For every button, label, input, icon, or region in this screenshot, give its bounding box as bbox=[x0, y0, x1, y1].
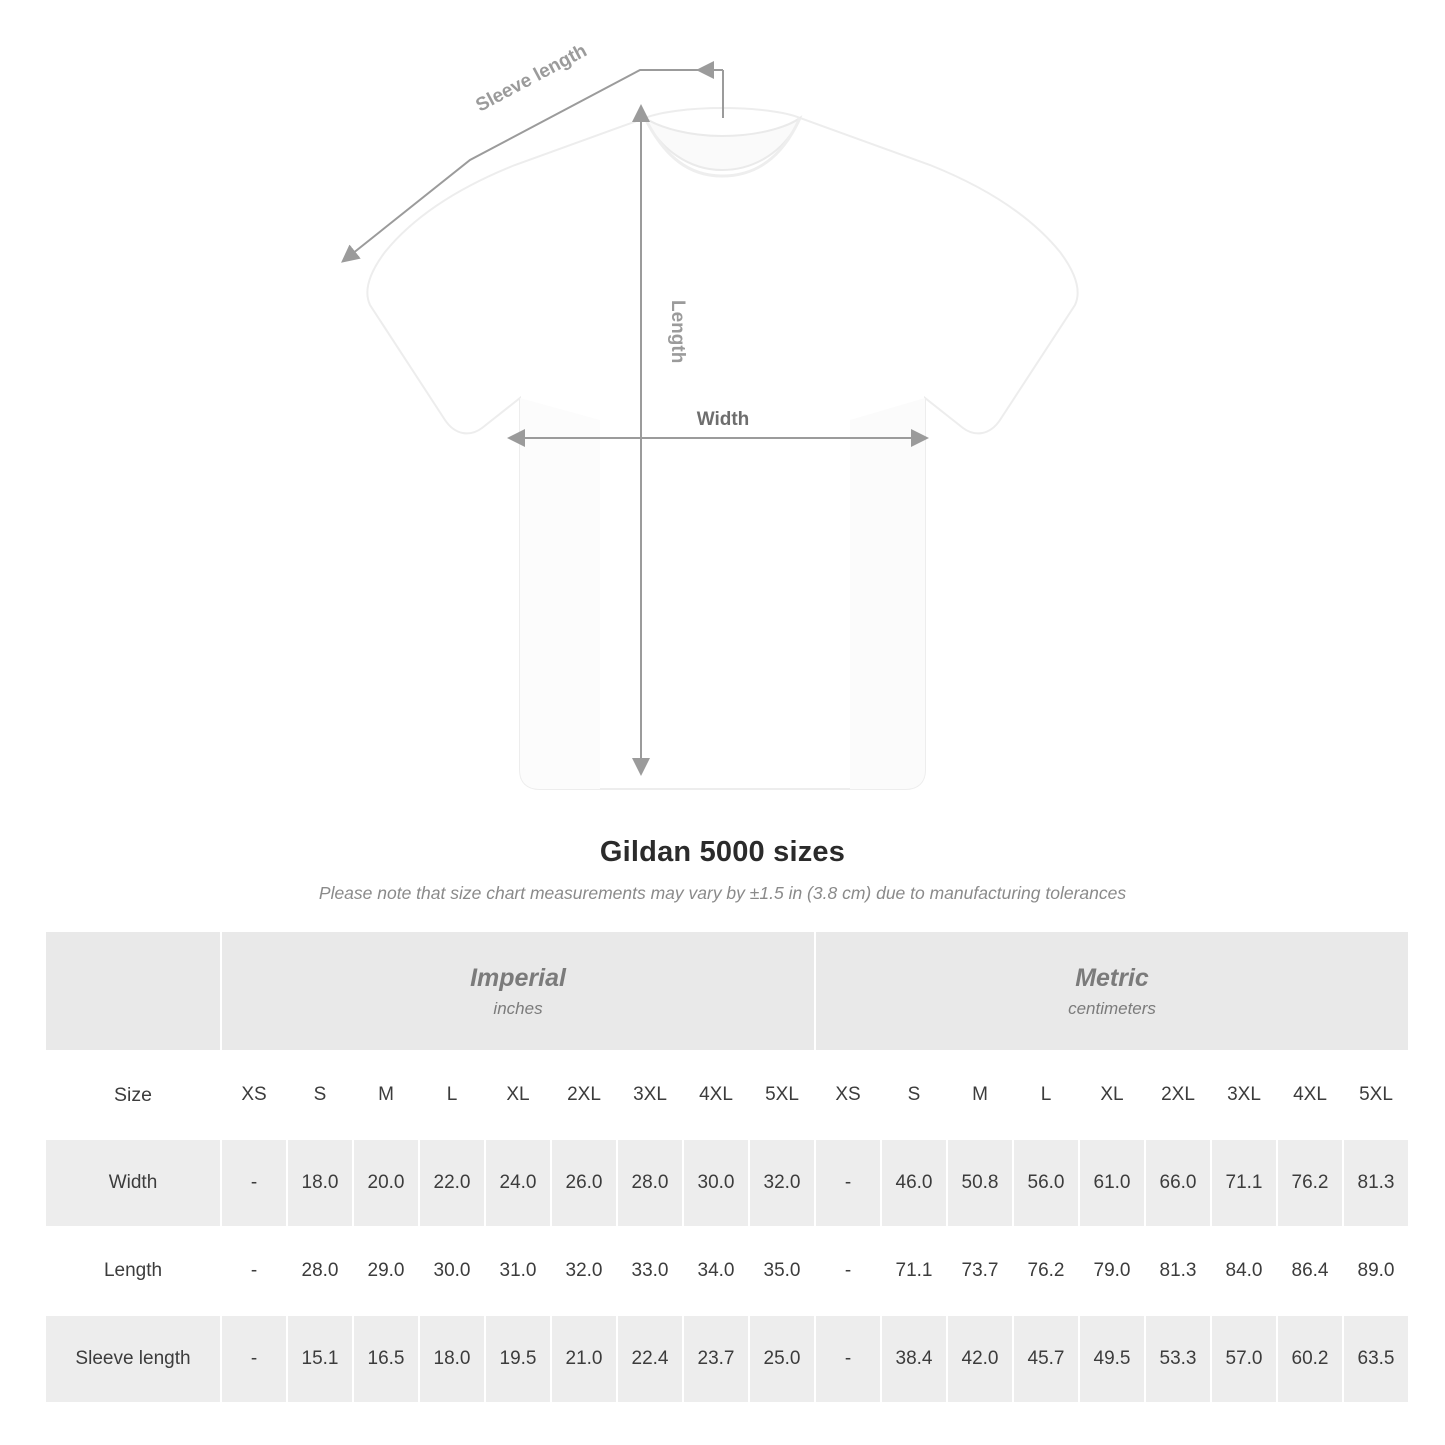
size-table-wrap bbox=[44, 930, 1401, 1404]
cell-sleeve-imp-3: 18.0 bbox=[419, 1315, 485, 1403]
unit-sub-metric: centimeters bbox=[1068, 998, 1156, 1018]
size-header-met-3xl: 3XL bbox=[1211, 1051, 1277, 1139]
size-header-imp-3xl: 3XL bbox=[617, 1051, 683, 1139]
cell-sleeve-met-2: 42.0 bbox=[947, 1315, 1013, 1403]
size-header-imp-s: S bbox=[287, 1051, 353, 1139]
cell-length-imp-1: 28.0 bbox=[287, 1227, 353, 1315]
cell-sleeve-met-7: 60.2 bbox=[1277, 1315, 1343, 1403]
length-label: Length bbox=[667, 300, 688, 364]
size-header-met-xl: XL bbox=[1079, 1051, 1145, 1139]
cell-sleeve-met-6: 57.0 bbox=[1211, 1315, 1277, 1403]
cell-length-met-5: 81.3 bbox=[1145, 1227, 1211, 1315]
cell-length-imp-3: 30.0 bbox=[419, 1227, 485, 1315]
cell-length-met-3: 76.2 bbox=[1013, 1227, 1079, 1315]
table-row bbox=[45, 1315, 1409, 1403]
cell-sleeve-imp-5: 21.0 bbox=[551, 1315, 617, 1403]
cell-length-imp-5: 32.0 bbox=[551, 1227, 617, 1315]
cell-width-met-8: 81.3 bbox=[1343, 1139, 1409, 1227]
cell-width-imp-2: 20.0 bbox=[353, 1139, 419, 1227]
cell-length-imp-4: 31.0 bbox=[485, 1227, 551, 1315]
cell-sleeve-imp-6: 22.4 bbox=[617, 1315, 683, 1403]
page-title: Gildan 5000 sizes bbox=[599, 836, 846, 868]
size-header-met-5xl: 5XL bbox=[1343, 1051, 1409, 1139]
unit-name-metric: Metric bbox=[1075, 963, 1149, 992]
cell-width-met-7: 76.2 bbox=[1277, 1139, 1343, 1227]
cell-sleeve-met-1: 38.4 bbox=[881, 1315, 947, 1403]
cell-width-met-6: 71.1 bbox=[1211, 1139, 1277, 1227]
size-header-imp-l: L bbox=[419, 1051, 485, 1139]
cell-length-met-0: - bbox=[815, 1227, 881, 1315]
cell-sleeve-imp-7: 23.7 bbox=[683, 1315, 749, 1403]
cell-sleeve-imp-1: 15.1 bbox=[287, 1315, 353, 1403]
table-row bbox=[45, 1227, 1409, 1315]
cell-sleeve-imp-2: 16.5 bbox=[353, 1315, 419, 1403]
unit-header-row bbox=[45, 931, 1409, 1051]
cell-width-imp-8: 32.0 bbox=[749, 1139, 815, 1227]
cell-length-met-4: 79.0 bbox=[1079, 1227, 1145, 1315]
unit-header-imperial bbox=[221, 931, 815, 1051]
cell-length-imp-8: 35.0 bbox=[749, 1227, 815, 1315]
tolerance-note: Please note that size chart measurements may vary by ±1.5 in (3.8 cm) due to manufacturing tolerances bbox=[318, 883, 1127, 903]
cell-width-met-0: - bbox=[815, 1139, 881, 1227]
cell-length-imp-6: 33.0 bbox=[617, 1227, 683, 1315]
size-header-imp-2xl: 2XL bbox=[551, 1051, 617, 1139]
cell-width-met-3: 56.0 bbox=[1013, 1139, 1079, 1227]
size-header-met-2xl: 2XL bbox=[1145, 1051, 1211, 1139]
size-header-met-4xl: 4XL bbox=[1277, 1051, 1343, 1139]
size-header-imp-4xl: 4XL bbox=[683, 1051, 749, 1139]
cell-sleeve-imp-0: - bbox=[221, 1315, 287, 1403]
cell-sleeve-met-5: 53.3 bbox=[1145, 1315, 1211, 1403]
cell-sleeve-met-8: 63.5 bbox=[1343, 1315, 1409, 1403]
cell-width-met-5: 66.0 bbox=[1145, 1139, 1211, 1227]
cell-width-imp-3: 22.0 bbox=[419, 1139, 485, 1227]
unit-sub-imperial: inches bbox=[493, 998, 543, 1018]
cell-sleeve-met-3: 45.7 bbox=[1013, 1315, 1079, 1403]
size-header-row bbox=[45, 1051, 1409, 1139]
cell-width-imp-1: 18.0 bbox=[287, 1139, 353, 1227]
width-label: Width bbox=[696, 409, 750, 430]
row-label-sleeve-length: Sleeve length bbox=[45, 1315, 221, 1403]
size-header-met-m: M bbox=[947, 1051, 1013, 1139]
row-label-length: Length bbox=[45, 1227, 221, 1315]
size-header-imp-xs: XS bbox=[221, 1051, 287, 1139]
cell-sleeve-imp-4: 19.5 bbox=[485, 1315, 551, 1403]
cell-width-imp-6: 28.0 bbox=[617, 1139, 683, 1227]
cell-width-imp-0: - bbox=[221, 1139, 287, 1227]
title-block bbox=[0, 836, 1445, 904]
cell-sleeve-met-0: - bbox=[815, 1315, 881, 1403]
cell-length-imp-0: - bbox=[221, 1227, 287, 1315]
cell-length-met-6: 84.0 bbox=[1211, 1227, 1277, 1315]
cell-length-met-8: 89.0 bbox=[1343, 1227, 1409, 1315]
size-header-label: Size bbox=[45, 1051, 221, 1139]
cell-sleeve-met-4: 49.5 bbox=[1079, 1315, 1145, 1403]
size-header-imp-5xl: 5XL bbox=[749, 1051, 815, 1139]
row-label-width: Width bbox=[45, 1139, 221, 1227]
cell-length-met-7: 86.4 bbox=[1277, 1227, 1343, 1315]
cell-width-imp-7: 30.0 bbox=[683, 1139, 749, 1227]
sleeve-length-label: Sleeve length bbox=[472, 40, 591, 117]
size-header-met-l: L bbox=[1013, 1051, 1079, 1139]
unit-name-imperial: Imperial bbox=[470, 963, 566, 992]
unit-header-metric bbox=[815, 931, 1409, 1051]
cell-length-met-1: 71.1 bbox=[881, 1227, 947, 1315]
size-header-met-s: S bbox=[881, 1051, 947, 1139]
table-row bbox=[45, 1139, 1409, 1227]
cell-width-met-1: 46.0 bbox=[881, 1139, 947, 1227]
cell-length-imp-2: 29.0 bbox=[353, 1227, 419, 1315]
cell-length-met-2: 73.7 bbox=[947, 1227, 1013, 1315]
cell-width-imp-4: 24.0 bbox=[485, 1139, 551, 1227]
size-header-imp-m: M bbox=[353, 1051, 419, 1139]
cell-sleeve-imp-8: 25.0 bbox=[749, 1315, 815, 1403]
tshirt-shape bbox=[367, 108, 1077, 789]
cell-width-met-4: 61.0 bbox=[1079, 1139, 1145, 1227]
cell-width-imp-5: 26.0 bbox=[551, 1139, 617, 1227]
size-header-met-xs: XS bbox=[815, 1051, 881, 1139]
size-table bbox=[44, 930, 1410, 1404]
cell-length-imp-7: 34.0 bbox=[683, 1227, 749, 1315]
cell-width-met-2: 50.8 bbox=[947, 1139, 1013, 1227]
size-header-imp-xl: XL bbox=[485, 1051, 551, 1139]
unit-header-spacer bbox=[45, 931, 221, 1051]
